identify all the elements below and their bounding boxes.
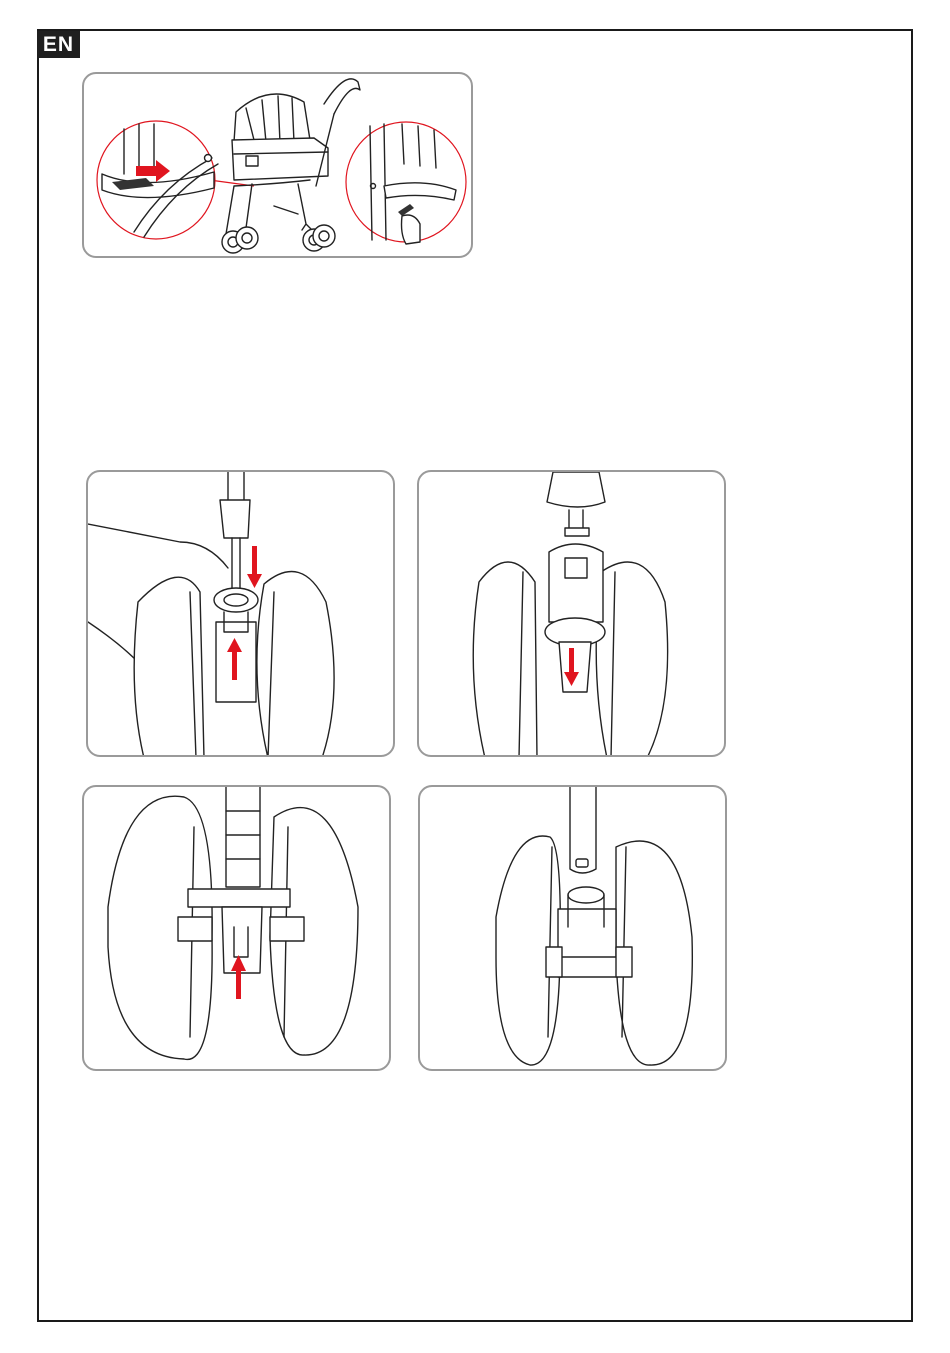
front-wheel-insert-illustration	[88, 472, 395, 757]
arrow-down-head	[247, 574, 262, 588]
stroller-art	[222, 79, 360, 253]
arrow-down-shaft	[252, 546, 257, 576]
arrow-up-shaft	[232, 650, 237, 680]
figure-rear-wheel-insert	[82, 785, 391, 1071]
arrow-down-shaft-b	[569, 648, 574, 674]
rear-wheel-attached-illustration	[420, 787, 727, 1071]
language-badge: EN	[37, 31, 80, 58]
figure-front-wheel-release	[417, 470, 726, 757]
arrow-right-shaft	[136, 166, 158, 176]
figure-rear-wheel-attached	[418, 785, 727, 1071]
figure-front-wheel-insert	[86, 470, 395, 757]
figure-stroller-overview	[82, 72, 473, 258]
stroller-overview-illustration	[84, 74, 473, 258]
front-wheel-release-illustration	[419, 472, 726, 757]
arrow-up-shaft-c	[236, 967, 241, 999]
rear-wheel-insert-illustration	[84, 787, 391, 1071]
